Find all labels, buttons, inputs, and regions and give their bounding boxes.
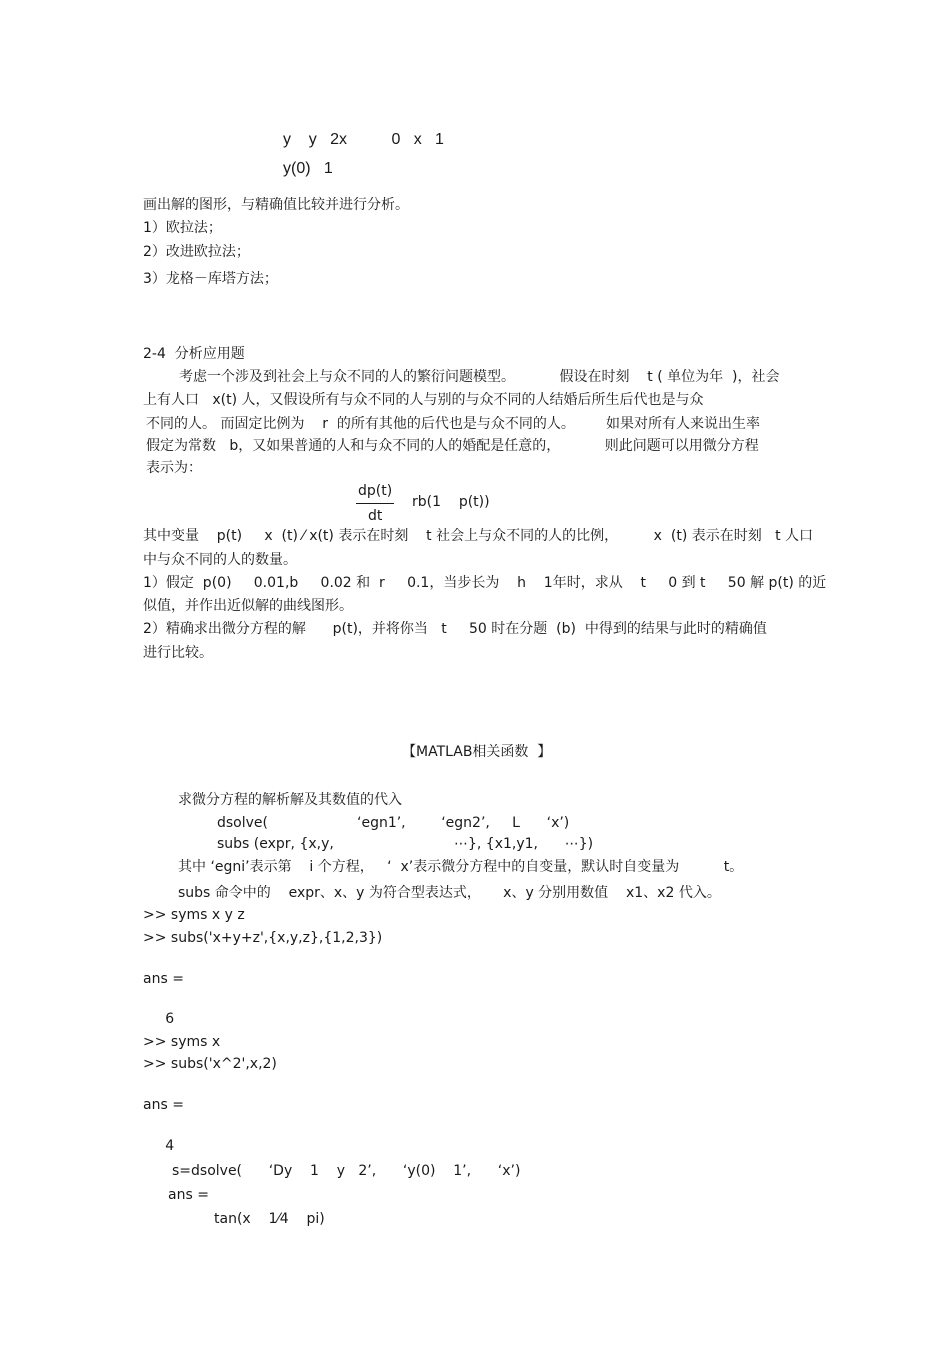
paragraph-line: 似值，并作出近似解的曲线图形。: [143, 598, 353, 614]
dsolve-example: s=dsolve( ‘Dy 1 y 2’, ‘y(0) 1’, ‘x’): [172, 1163, 521, 1179]
paragraph-line: 中与众不同的人的数量。: [143, 552, 297, 568]
paragraph-line: 2）精确求出微分方程的解 p(t)，并将你当 t 50 时在分题 (b) 中得到的结果与此时的精确值: [143, 621, 767, 637]
paragraph-line: 假定为常数 b，又如果普通的人和与众不同的人的婚配是任意的， 则此问题可以用微分方程: [146, 438, 759, 454]
problem-intro: 画出解的图形，与精确值比较并进行分析。: [143, 197, 409, 213]
code-line: >> subs('x^2',x,2): [143, 1056, 277, 1072]
method-item: 3）龙格－库塔方法；: [143, 271, 278, 287]
paragraph-line: 1）假定 p(0) 0.01,b 0.02 和 r 0.1，当步长为 h 1年时，求从 t 0 到 t 50 解 p(t) 的近: [143, 575, 827, 591]
section-title: 2-4 分析应用题: [143, 346, 245, 362]
equation-line-1: y y 2x 0 x 1: [283, 131, 444, 148]
code-line: ans =: [143, 1097, 184, 1113]
matlab-heading: 【MATLAB相关函数 】: [402, 744, 552, 760]
paragraph-line: 考虑一个涉及到社会上与众不同的人的繁衍问题模型。 假设在时刻 t ( 单位为年 )，社会: [179, 369, 780, 385]
paragraph-line: 上有人口 x(t) 人，又假设所有与众不同的人与别的与众不同的人结婚后所生后代也是与众: [143, 392, 704, 408]
code-line: ans =: [143, 971, 184, 987]
code-line: >> subs('x+y+z',{x,y,z},{1,2,3}): [143, 930, 383, 946]
ans-value: tan(x 1⁄4 pi): [214, 1211, 325, 1227]
code-line: >> syms x: [143, 1034, 221, 1050]
matlab-note: subs 命令中的 expr、x、y 为符合型表达式， x、y 分别用数值 x1、x2 代入。: [178, 885, 721, 901]
paragraph-line: 进行比较。: [143, 645, 213, 661]
matlab-syntax-dsolve: dsolve( ‘egn1’, ‘egn2’, L ‘x’): [217, 815, 570, 831]
ode-denominator: dt: [368, 508, 383, 524]
equation-line-2: y(0) 1: [283, 160, 333, 177]
ode-numerator: dp(t): [358, 483, 393, 499]
matlab-description: 求微分方程的解析解及其数值的代入: [178, 792, 402, 808]
ode-rhs: rb(1 p(t)): [412, 494, 490, 510]
paragraph-line: 其中变量 p(t) x (t) ⁄ x(t) 表示在时刻 t 社会上与众不同的人的比例， x (t) 表示在时刻 t 人口: [143, 528, 814, 544]
paragraph-line: 不同的人。 而固定比例为 r 的所有其他的后代也是与众不同的人。 如果对所有人来说出生率: [146, 416, 761, 432]
fraction-bar: [356, 503, 394, 504]
paragraph-line: 表示为：: [146, 460, 202, 476]
matlab-syntax-subs: subs (expr, {x,y, ⋯}, {x1,y1, ⋯}): [217, 836, 594, 852]
method-item: 2）改进欧拉法；: [143, 244, 250, 260]
code-line: 6: [143, 1011, 175, 1027]
code-line: >> syms x y z: [143, 907, 245, 923]
method-item: 1）欧拉法；: [143, 220, 222, 236]
matlab-note: 其中 ‘egni’表示第 i 个方程， ‘ x’表示微分方程中的自变量，默认时自变量为 t。: [178, 859, 744, 875]
code-line: 4: [143, 1138, 175, 1154]
ans-label: ans =: [168, 1187, 209, 1203]
